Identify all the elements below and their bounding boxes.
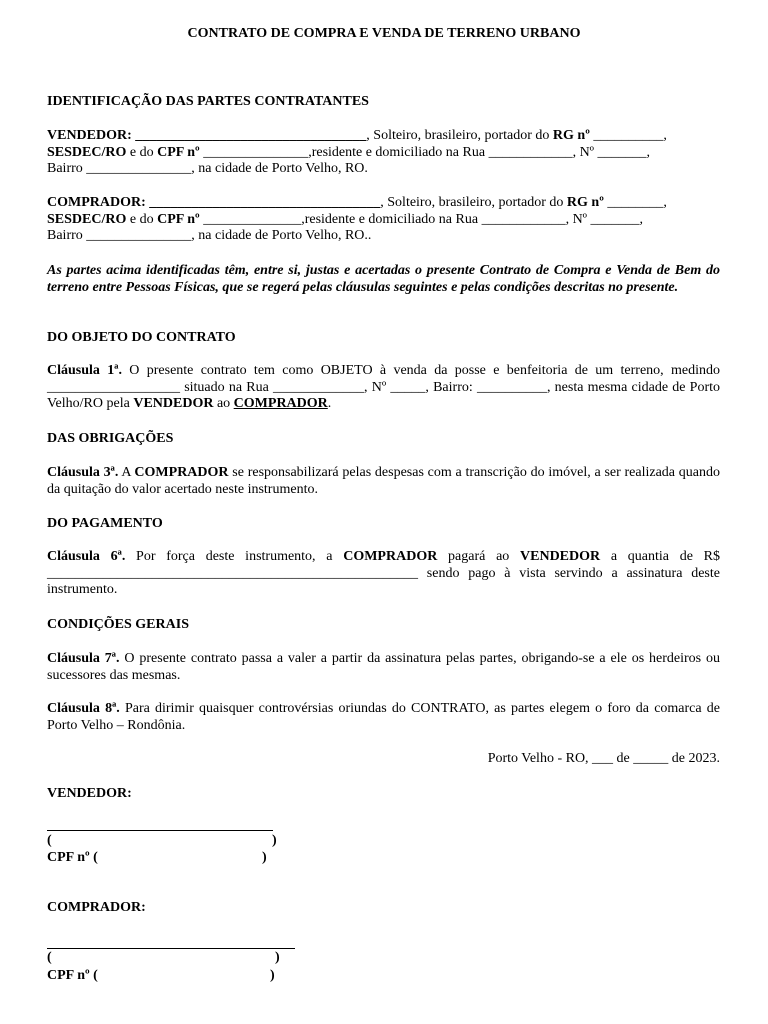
comprador-rg: RG nº bbox=[566, 195, 604, 210]
vendedor-cpf: CPF nº bbox=[157, 144, 200, 160]
clausula-8 bbox=[47, 701, 720, 734]
vendedor-text-2: e do bbox=[126, 144, 158, 160]
clausula-6-text-1: Por força deste instrumento, a bbox=[125, 549, 344, 564]
signature-line-vendedor bbox=[47, 830, 273, 831]
clausula-1-text-2: ao bbox=[213, 396, 234, 411]
comprador-name-blank: _________________________________ bbox=[149, 195, 381, 210]
clausula-6-label: Cláusula 6ª. bbox=[47, 549, 126, 564]
comprador-cpf-close: ) bbox=[270, 968, 275, 983]
clausula-1-label: Cláusula 1ª. bbox=[47, 363, 122, 378]
document-title: CONTRATO DE COMPRA E VENDA DE TERRENO URBANO bbox=[187, 26, 581, 41]
signature-comprador-label: COMPRADOR: bbox=[47, 900, 146, 915]
clausula-6-vendedor: VENDEDOR bbox=[520, 549, 601, 564]
comprador-text-1: , Solteiro, brasileiro, portador do bbox=[380, 195, 567, 210]
clausula-6-text-2: pagará ao bbox=[437, 549, 521, 564]
clausula-3-text-2: se responsabilizará pelas despesas com a transcrição do imóvel, a ser realizada quando da quitação do valor acertado neste instrumento. bbox=[47, 465, 720, 497]
vendedor-label: VENDEDOR: bbox=[47, 128, 132, 143]
clausula-3-label: Cláusula 3ª. bbox=[47, 465, 119, 480]
signature-comprador-paren bbox=[47, 950, 720, 967]
vendedor-rg-blank: __________, bbox=[589, 128, 667, 143]
vendedor-cpf-close: ) bbox=[262, 850, 267, 865]
comprador-line-1 bbox=[47, 195, 720, 212]
signature-vendedor-paren bbox=[47, 833, 720, 850]
vendedor-rg: RG nº bbox=[552, 128, 590, 143]
vendedor-line-3: Bairro _______________, na cidade de Porto Velho, RO. bbox=[47, 161, 368, 176]
section-identificacao: IDENTIFICAÇÃO DAS PARTES CONTRATANTES bbox=[47, 94, 369, 109]
clausula-6-text-3: a quantia de R$ _____________________________________________________ sendo pago à vista servindo a assinatura deste instrumento. bbox=[47, 549, 720, 597]
clausula-1-comprador: COMPRADOR bbox=[233, 396, 328, 411]
clausula-6 bbox=[47, 549, 720, 599]
vendedor-line-1 bbox=[47, 128, 720, 145]
comprador-block bbox=[47, 195, 720, 245]
comprador-line-3: Bairro _______________, na cidade de Porto Velho, RO.. bbox=[47, 228, 372, 243]
comprador-rg-blank: ________, bbox=[603, 195, 667, 210]
comprador-cpf-open: CPF nº ( bbox=[47, 968, 98, 983]
vendedor-paren-open: ( bbox=[47, 833, 52, 848]
clausula-6-comprador: COMPRADOR bbox=[343, 549, 438, 564]
comprador-paren-open: ( bbox=[47, 950, 52, 965]
clausula-1 bbox=[47, 363, 720, 413]
vendedor-text-1: , Solteiro, brasileiro, portador do bbox=[366, 128, 553, 143]
vendedor-sesdec: SESDEC/RO bbox=[47, 144, 127, 160]
comprador-line-2 bbox=[47, 212, 720, 229]
clausula-1-text-3: . bbox=[327, 396, 332, 411]
section-obrigacoes: DAS OBRIGAÇÕES bbox=[47, 431, 174, 446]
signature-line-comprador bbox=[47, 948, 295, 949]
comprador-sesdec: SESDEC/RO bbox=[47, 211, 127, 227]
clausula-3 bbox=[47, 465, 720, 498]
vendedor-name-blank: _________________________________ bbox=[135, 128, 367, 143]
vendedor-line-2 bbox=[47, 145, 720, 162]
clausula-8-text: Para dirimir quaisquer controvérsias oriundas do CONTRATO, as partes elegem o foro da comarca de Porto Velho – Rondônia. bbox=[47, 701, 720, 733]
vendedor-block bbox=[47, 128, 720, 178]
clausula-1-vendedor: VENDEDOR bbox=[133, 396, 214, 411]
section-condicoes: CONDIÇÕES GERAIS bbox=[47, 617, 189, 632]
clausula-1-text: O presente contrato tem como OBJETO à venda da posse e benfeitoria de um terreno, medindo ___________________ situado na Rua _____________, Nº _____, Bairro: __________, nesta mesma cidade de Porto Velho/RO pela bbox=[47, 363, 720, 411]
clausula-3-text-1: A bbox=[118, 465, 135, 480]
comprador-text-3: ______________,residente e domiciliado na Rua ____________, Nº _______, bbox=[199, 211, 644, 227]
vendedor-cpf-open: CPF nº ( bbox=[47, 850, 98, 865]
clausula-7-text: O presente contrato passa a valer a partir da assinatura pelas partes, obrigando-se a ele os herdeiros ou sucessores das mesmas. bbox=[47, 651, 721, 683]
signature-comprador-cpf bbox=[47, 968, 720, 985]
signature-vendedor-cpf bbox=[47, 850, 720, 867]
section-objeto: DO OBJETO DO CONTRATO bbox=[47, 330, 236, 345]
comprador-text-2: e do bbox=[126, 211, 158, 227]
clausula-7-label: Cláusula 7ª. bbox=[47, 651, 120, 666]
date-line: Porto Velho - RO, ___ de _____ de 2023. bbox=[487, 751, 720, 766]
section-pagamento: DO PAGAMENTO bbox=[47, 516, 163, 531]
clausula-7 bbox=[47, 651, 720, 684]
preamble: As partes acima identificadas têm, entre si, justas e acertadas o presente Contrato de Compra e Venda de Bem do terreno entre Pessoas Físicas, que se regerá pelas cláusulas seguintes e pelas condições descritas no presente. bbox=[47, 263, 720, 295]
clausula-8-label: Cláusula 8ª. bbox=[47, 701, 120, 716]
signature-vendedor-label: VENDEDOR: bbox=[47, 786, 132, 801]
comprador-paren-close: ) bbox=[275, 950, 280, 965]
comprador-label: COMPRADOR: bbox=[47, 195, 146, 210]
vendedor-paren-close: ) bbox=[272, 833, 277, 848]
clausula-3-comprador: COMPRADOR bbox=[134, 465, 229, 480]
vendedor-text-3: _______________,residente e domiciliado na Rua ____________, Nº _______, bbox=[199, 144, 651, 160]
comprador-cpf: CPF nº bbox=[157, 211, 200, 227]
